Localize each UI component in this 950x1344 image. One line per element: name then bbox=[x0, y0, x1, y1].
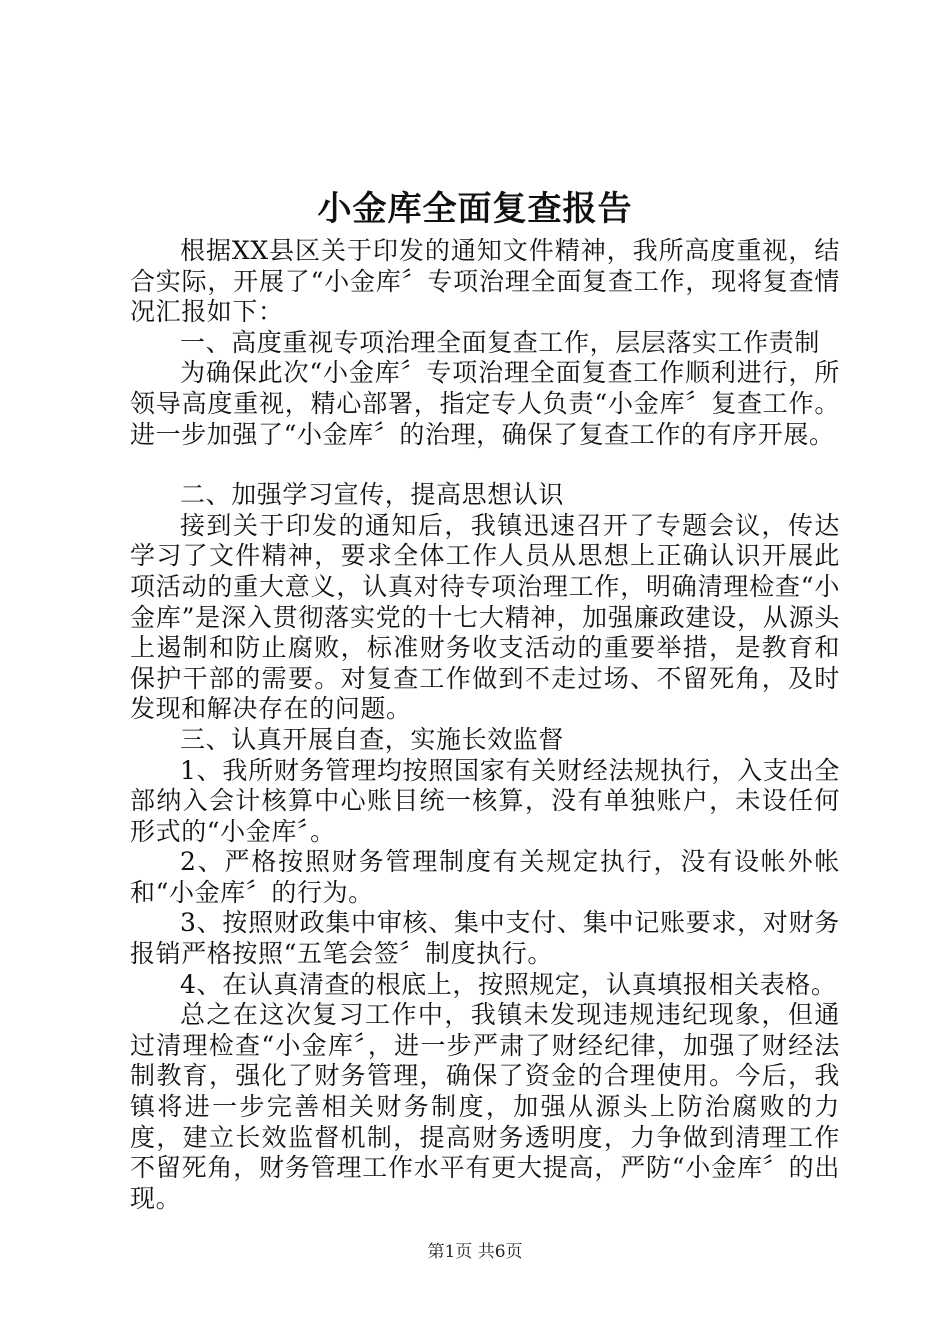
section-3-item-2: 2、严格按照财务管理制度有关规定执行，没有设帐外帐和“小金库〞的行为。 bbox=[130, 847, 840, 907]
section-3-item-3: 3、按照财政集中审核、集中支付、集中记账要求，对财务报销严格按照“五笔会签〞制度执行。 bbox=[130, 908, 840, 969]
section-1-heading: 一、高度重视专项治理全面复查工作，层层落实工作责制 bbox=[180, 327, 821, 357]
document-title: 小金库全面复查报告 bbox=[317, 189, 633, 229]
section-2-heading: 二、加强学习宣传，提高思想认识 bbox=[180, 480, 565, 510]
blank-line bbox=[130, 450, 840, 480]
section-1-paragraph: 为确保此次“小金库〞专项治理全面复查工作顺利进行，所领导高度重视，精心部署，指定专人负责“小金库〞复查工作。进一步加强了“小金库〞的治理，确保了复查工作的有序开展。 bbox=[130, 358, 840, 449]
conclusion-paragraph: 总之在这次复习工作中，我镇未发现违规违纪现象，但通过清理检查“小金库〞，进一步严肃了财经纪律，加强了财经法制教育，强化了财务管理，确保了资金的合理使用。今后，我镇将进一步完善相关财务制度，加强从源头上防治腐败的力度，建立长效监督机制，提高财务透明度，力争做到清理工作不留死角，财务管理工作水平有更大提高，严防“小金库〞的出现。 bbox=[130, 1000, 840, 1213]
intro-paragraph: 根据XX县区关于印发的通知文件精神，我所高度重视，结合实际，开展了“小金库〞专项治理全面复查工作，现将复查情况汇报如下： bbox=[130, 236, 840, 327]
section-3-item-1: 1、我所财务管理均按照国家有关财经法规执行，入支出全部纳入会计核算中心账目统一核算，没有单独账户，未设任何形式的“小金库〞。 bbox=[130, 755, 840, 846]
document-body bbox=[130, 236, 840, 1214]
page-footer: 第1页 共6页 bbox=[427, 1242, 523, 1262]
section-3-item-4: 4、在认真清查的根底上，按照规定，认真填报相关表格。 bbox=[180, 969, 837, 999]
section-3-heading: 三、认真开展自查，实施长效监督 bbox=[180, 724, 565, 754]
section-2-paragraph: 接到关于印发的通知后，我镇迅速召开了专题会议，传达学习了文件精神，要求全体工作人员从思想上正确认识开展此项活动的重大意义，认真对待专项治理工作，明确清理检查“小金库”是深入贯彻落实党的十七大精神，加强廉政建设，从源头上遏制和防止腐败，标准财务收支活动的重要举措，是教育和保护干部的需要。对复查工作做到不走过场、不留死角，及时发现和解决存在的问题。 bbox=[130, 510, 840, 724]
